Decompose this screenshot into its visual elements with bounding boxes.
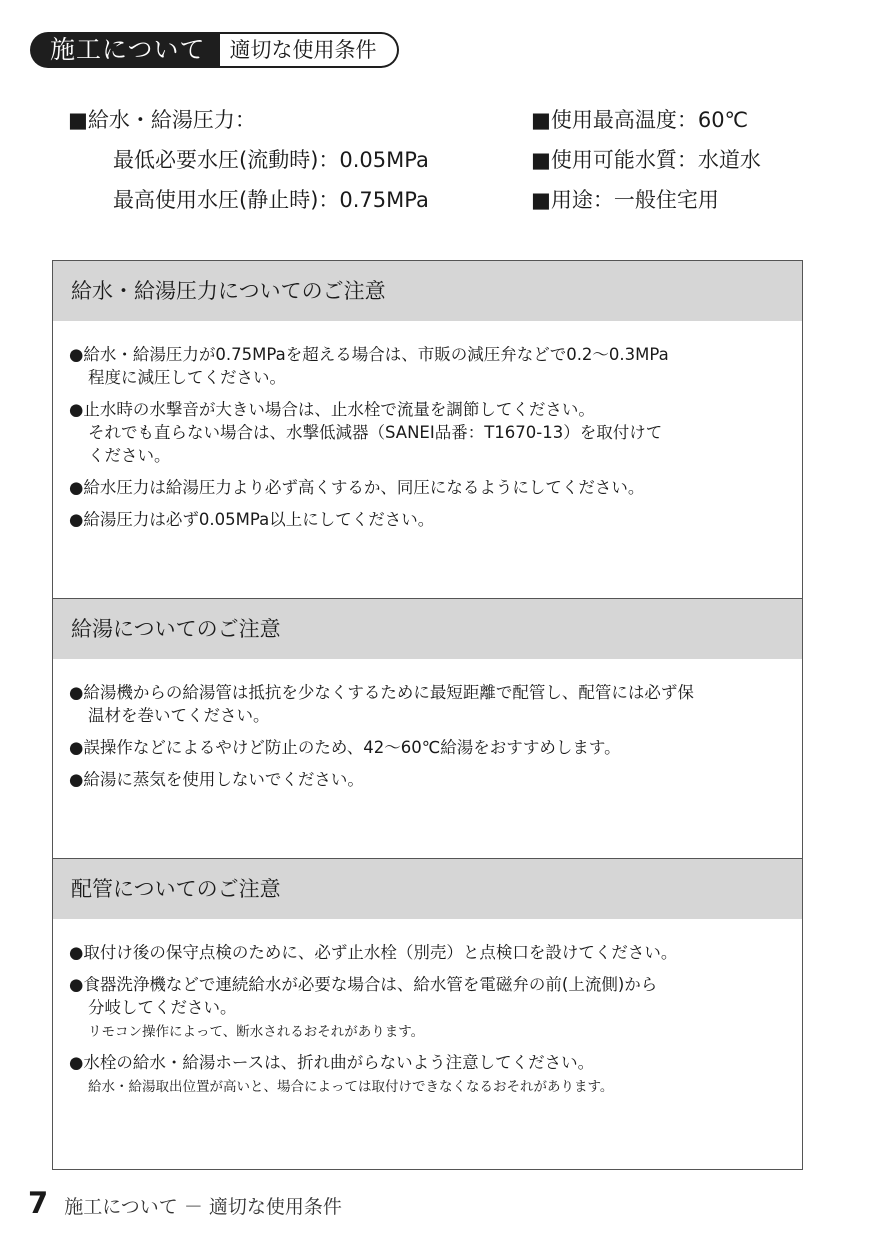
spec-usage: ■用途：一般住宅用 xyxy=(531,188,719,212)
section-header xyxy=(30,32,399,68)
footer-title: 施工について － 適切な使用条件 xyxy=(64,1196,342,1218)
header-title: 施工について xyxy=(30,32,220,68)
item-note: 給水・給湯取出位置が高いと、場合によっては取付けできなくなるおそれがあります。 xyxy=(88,1079,614,1095)
spec-max-temperature: ■使用最高温度：60℃ xyxy=(531,108,749,132)
list-item xyxy=(69,476,788,499)
item-text: ●食器洗浄機などで連続給水が必要な場合は、給水管を電磁弁の前(上流側)から xyxy=(69,975,658,994)
section-title: 給湯についてのご注意 xyxy=(53,599,802,659)
pressure-caution-section xyxy=(52,260,803,599)
section-title: 給水・給湯圧力についてのご注意 xyxy=(53,261,802,321)
item-text: ●誤操作などによるやけど防止のため、42～60℃給湯をおすすめします。 xyxy=(69,738,621,757)
hot-water-caution-section xyxy=(52,598,803,859)
spec-min-pressure: 最低必要水圧(流動時)：0.05MPa xyxy=(113,148,429,172)
spec-max-pressure: 最高使用水圧(静止時)：0.75MPa xyxy=(113,188,429,212)
list-item xyxy=(69,768,788,791)
list-item xyxy=(69,398,788,467)
item-text: ●水栓の給水・給湯ホースは、折れ曲がらないよう注意してください。 xyxy=(69,1053,595,1072)
item-note: リモコン操作によって、断水されるおそれがあります。 xyxy=(88,1024,425,1040)
list-item xyxy=(69,973,788,1042)
item-text: ●給湯に蒸気を使用しないでください。 xyxy=(69,770,364,789)
item-text-cont: 温材を巻いてください。 xyxy=(88,706,270,725)
list-item xyxy=(69,736,788,759)
item-text: ●給水・給湯圧力が0.75MPaを超える場合は、市販の減圧弁などで0.2～0.3MPa xyxy=(69,345,669,364)
item-text-cont: 程度に減圧してください。 xyxy=(88,368,286,387)
item-text: ●給湯機からの給湯管は抵抗を少なくするために最短距離で配管し、配管には必ず保 xyxy=(69,683,694,702)
item-text-cont: 分岐してください。 xyxy=(88,998,237,1017)
item-text: ●取付け後の保守点検のために、必ず止水栓（別売）と点検口を設けてください。 xyxy=(69,943,678,962)
item-text: ●給湯圧力は必ず0.05MPa以上にしてください。 xyxy=(69,510,435,529)
header-subtitle: 適切な使用条件 xyxy=(220,32,399,68)
piping-caution-section xyxy=(52,858,803,1170)
page-number: 7 xyxy=(28,1186,49,1220)
page-footer xyxy=(28,1186,342,1220)
spec-other xyxy=(531,103,761,223)
list-item xyxy=(69,1051,788,1097)
spec-pressure xyxy=(68,103,429,223)
item-text-cont: ください。 xyxy=(88,446,171,465)
spec-water-quality: ■使用可能水質：水道水 xyxy=(531,148,761,172)
list-item xyxy=(69,941,788,964)
list-item xyxy=(69,681,788,727)
section-title: 配管についてのご注意 xyxy=(53,859,802,919)
list-item xyxy=(69,508,788,531)
spec-pressure-label: ■給水・給湯圧力： xyxy=(68,108,256,132)
item-text: ●給水圧力は給湯圧力より必ず高くするか、同圧になるようにしてください。 xyxy=(69,478,645,497)
list-item xyxy=(69,343,788,389)
item-text: ●止水時の水撃音が大きい場合は、止水栓で流量を調節してください。 xyxy=(69,400,595,419)
item-text-cont: それでも直らない場合は、水撃低減器（SANEI品番：T1670-13）を取付けて xyxy=(88,423,663,442)
